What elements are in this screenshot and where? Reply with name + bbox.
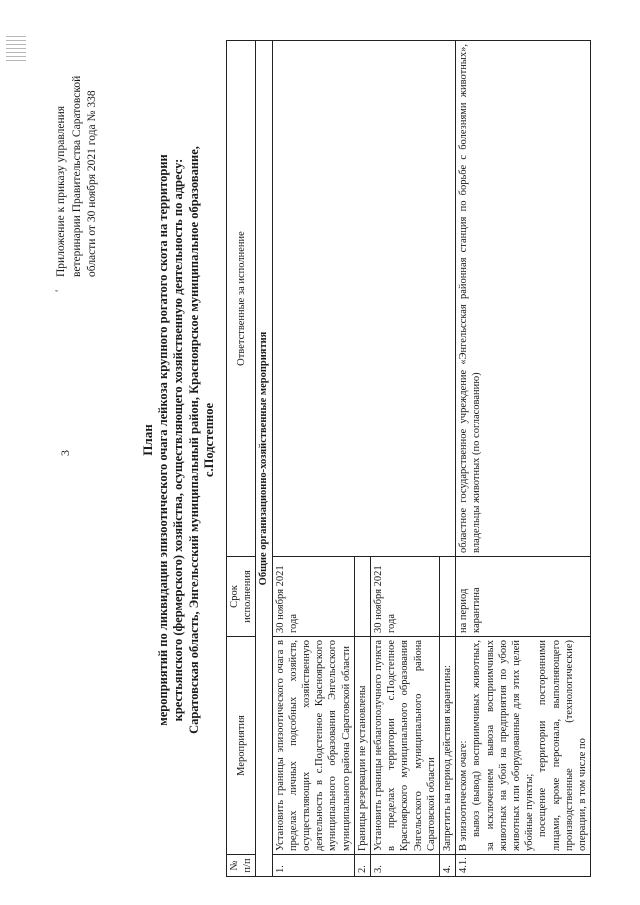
row-activity: Установить границы неблагополучного пункта в пределах территории с.Подстепное Красноярского муниципального образования Энгельсского муниципального района Саратовской области bbox=[371, 637, 440, 855]
table-header-row bbox=[227, 41, 256, 877]
row-num: 4. bbox=[440, 855, 456, 877]
appendix-line: ветеринарии Правительства Саратовской bbox=[70, 75, 83, 277]
page-number: 3 bbox=[58, 450, 72, 456]
appendix-note bbox=[54, 49, 101, 277]
table-row bbox=[456, 41, 591, 877]
activity-paragraph: вывоз (вывод) восприимчивых животных, за исключением вывоза восприимчивых животных на убой на предприятия по убою животных или оборудованные для этих целей убойные пункты; bbox=[471, 640, 536, 851]
activity-paragraph: посещение территории посторонними лицами, кроме персонала, выполняющего производственные (технологические) операции, в том числе по bbox=[537, 640, 589, 851]
row-term: на период карантина bbox=[456, 557, 591, 637]
header-num: № п/п bbox=[227, 855, 256, 877]
row-num: 3. bbox=[371, 855, 440, 877]
header-responsible: Ответственные за исполнение bbox=[227, 41, 256, 557]
table-row bbox=[272, 41, 354, 877]
appendix-line: Приложение к приказу управления bbox=[55, 105, 67, 277]
header-term: Срок исполнения bbox=[227, 557, 256, 637]
row-num: 2. bbox=[354, 855, 370, 877]
section-row bbox=[256, 41, 272, 877]
row-activity: Установить границы эпизоотического очага в пределах личных подсобных хозяйств, осуществляющих хозяйственную деятельность в с.Подстепное Красноярского муниципального образования Энгельсского муниципального района Саратовской области bbox=[272, 637, 354, 855]
row-responsible bbox=[272, 41, 456, 557]
row-term bbox=[354, 557, 370, 637]
handwritten-mark: ᵃ bbox=[52, 289, 62, 292]
row-num: 4.1. bbox=[456, 855, 591, 877]
row-responsible: областное государственное учреждение «Энгельсская районная станция по борьбе с болезнями животных», владельцы животных (по согласованию) bbox=[456, 41, 591, 557]
title-heading: План bbox=[140, 424, 155, 456]
row-num: 1. bbox=[272, 855, 354, 877]
document-title bbox=[140, 45, 218, 835]
row-term bbox=[440, 557, 456, 637]
title-line: с.Подстепное bbox=[202, 402, 216, 478]
row-activity bbox=[456, 637, 591, 855]
row-term: 30 ноября 2021 года bbox=[272, 557, 354, 637]
title-line: мероприятий по ликвидации эпизоотического очага лейкоза крупного рогатого скота на территории bbox=[155, 154, 170, 726]
section-title: Общие организационно-хозяйственные мероприятия bbox=[256, 41, 272, 877]
row-activity: Запретить на период действия карантина: bbox=[440, 637, 456, 855]
title-line: Саратовская область, Энгельсский муниципальный район, Красноярское муниципальное образование, bbox=[186, 146, 201, 734]
plan-table bbox=[226, 40, 591, 877]
activity-heading: В эпизоотическом очаге: bbox=[458, 740, 470, 851]
row-term: 30 ноября 2021 года bbox=[371, 557, 440, 637]
header-activity: Мероприятия bbox=[227, 637, 256, 855]
row-activity: Границы резервации не установлены bbox=[354, 637, 370, 855]
appendix-line: области от 30 ноября 2021 года № 338 bbox=[86, 90, 98, 277]
title-line: крестьянского (фермерского) хозяйства, осуществляющего хозяйственную деятельность по адресу: bbox=[171, 158, 185, 722]
